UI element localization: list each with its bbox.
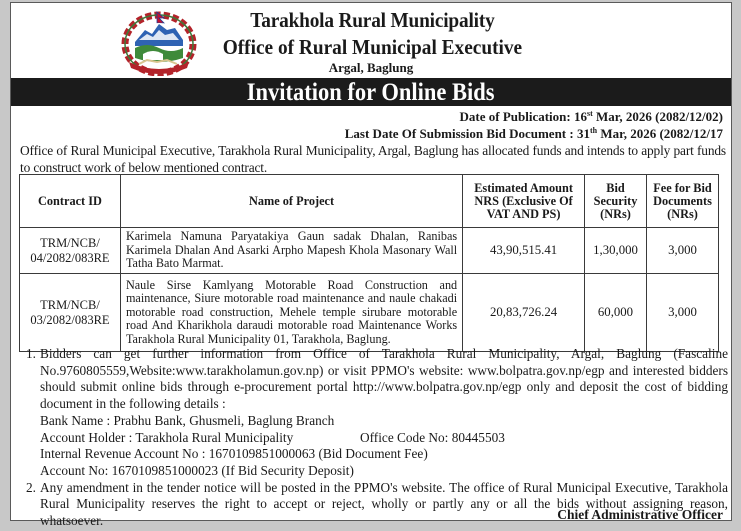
project-name: Karimela Namuna Paryatakiya Gaun sadak Dhalan, Ranibas Karimela Dhalan And Asarki Arpho Mapesh Khola Masonary Wall Tatha Bato Marmat. [120, 228, 462, 274]
intro-paragraph: Office of Rural Municipal Executive, Tarakhola Rural Municipality, Argal, Baglung has allocated funds and intends to apply part funds to construct work of below mentioned contract. [20, 143, 726, 175]
revenue-account: Internal Revenue Account No : 1670109851000063 (Bid Document Fee) [40, 446, 428, 462]
security-account: Account No: 1670109851000023 (If Bid Security Deposit) [40, 462, 354, 478]
term-text: Any amendment in the tender notice will be posted in the PPMO's website. The office of Rural Municipal Executive, Tarakhola Rural Municipality reserves the right to accept or reject, wholly or partly any or all the bids without assigning reason, whatsoever. [40, 479, 728, 529]
table-row [20, 274, 719, 352]
table-header-row [20, 175, 719, 228]
bank-name: Bank Name : Prabhu Bank, Ghusmeli, Baglung Branch [40, 412, 335, 428]
bid-notice-page [10, 2, 732, 529]
estimated-amount: 43,90,515.41 [463, 228, 585, 274]
bid-security: 60,000 [585, 274, 647, 352]
header-estimated-amount: Estimated Amount NRS (Exclusive Of VAT AND PS) [463, 175, 585, 228]
header-project-name: Name of Project [120, 175, 462, 228]
office-code: Office Code No: 80445503 [360, 429, 505, 445]
term-number: 2. [26, 479, 36, 495]
submission-deadline: Last Date Of Submission Bid Document : 31th Mar, 2026 (2082/12/17 [344, 126, 723, 141]
term-text: Bidders can get further information from Office of Tarakhola Rural Municipality, Argal, Baglung (Fascaline No.9760805559,Website:www.tarakholamun.gov.np) or visit PPMO's website: www.bolpatra.gov.np/egp and interested bidders should submit online bids through e-procurement portal http://www.bolpatra.gov.np/egp only and deposit the cost of bidding document in the following details : [40, 346, 728, 412]
organization-name: Tarakhola Rural Municipality [250, 8, 495, 32]
account-holder: Account Holder : Tarakhola Rural Municipality [40, 429, 294, 445]
contract-id: TRM/NCB/ 04/2082/083RE [20, 228, 121, 274]
header-document-fee: Fee for Bid Documents (NRs) [646, 175, 718, 228]
document-fee: 3,000 [646, 274, 718, 352]
signatory-title: Chief Administrative Officer [557, 507, 723, 522]
contract-id: TRM/NCB/ 03/2082/083RE [20, 274, 121, 352]
contracts-table [19, 174, 719, 352]
publication-date: Date of Publication: 16st Mar, 2026 (2082/12/02) [459, 109, 723, 124]
office-name: Office of Rural Municipal Executive [222, 35, 523, 59]
estimated-amount: 20,83,726.24 [463, 274, 585, 352]
notice-terms [20, 346, 728, 530]
bid-security: 1,30,000 [585, 228, 647, 274]
notice-dates [345, 108, 723, 142]
project-name: Naule Sirse Kamlyang Motorable Road Construction and maintenance, Siure motorable road maintenance and naule chakadi motorable road construction, Mehele temple sirubare motorable road And Kharikhola daraudi motorable road Maintenance Works Tarakhola Rural Municipality 01, Tarakhola, Baglung. [120, 274, 462, 352]
document-fee: 3,000 [646, 228, 718, 274]
header-contract-id: Contract ID [20, 175, 121, 228]
notice-title-banner [11, 78, 731, 106]
notice-header [11, 3, 731, 78]
notice-title: Invitation for Online Bids [247, 79, 495, 106]
term-number: 1. [26, 346, 36, 361]
term-item [20, 346, 728, 413]
office-location: Argal, Baglung [328, 60, 414, 75]
header-bid-security: Bid Security (NRs) [585, 175, 647, 228]
bank-details [20, 413, 728, 480]
table-row [20, 228, 719, 274]
